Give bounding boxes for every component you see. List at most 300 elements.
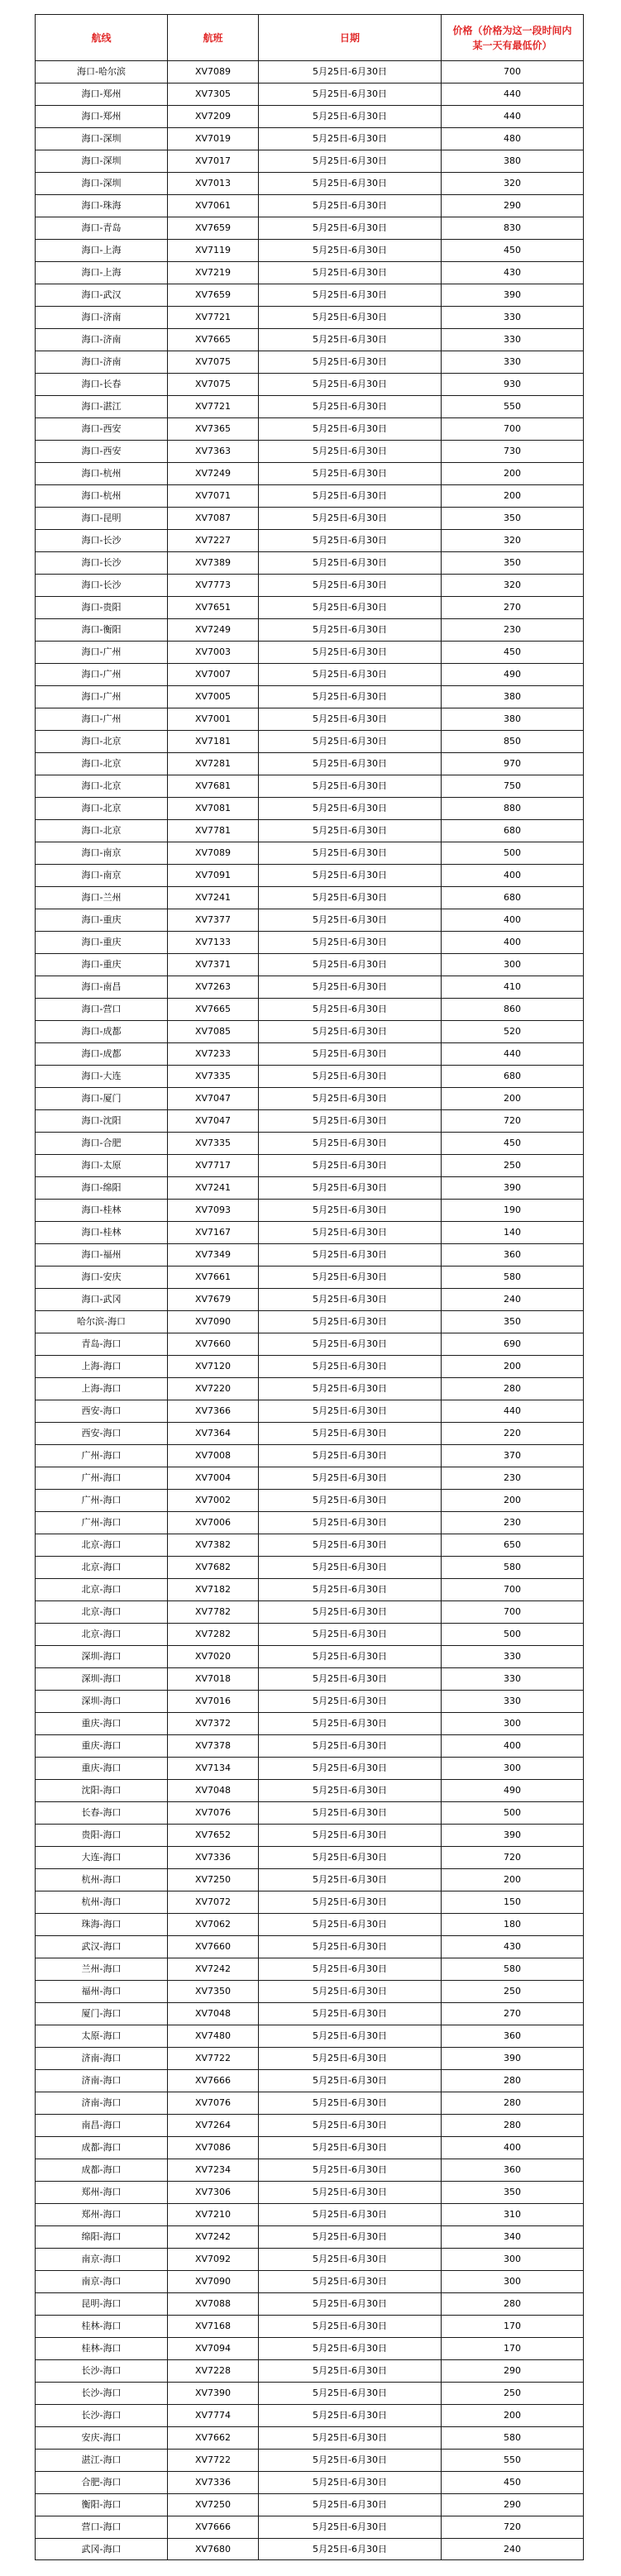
flight-cell: XV7659 <box>168 217 259 240</box>
price-cell: 680 <box>442 820 584 842</box>
table-row <box>36 485 584 508</box>
table-row <box>36 1780 584 1802</box>
flight-cell: XV7048 <box>168 2003 259 2025</box>
table-header <box>36 15 584 61</box>
price-cell: 450 <box>442 1133 584 1155</box>
table-row <box>36 999 584 1021</box>
route-cell: 绵阳-海口 <box>36 2226 168 2249</box>
route-cell: 湛江-海口 <box>36 2450 168 2472</box>
route-cell: 海口-济南 <box>36 329 168 351</box>
price-cell: 500 <box>442 842 584 865</box>
route-cell: 北京-海口 <box>36 1534 168 1557</box>
route-cell: 长沙-海口 <box>36 2405 168 2427</box>
flight-cell: XV7219 <box>168 262 259 284</box>
table-row <box>36 150 584 173</box>
date-cell: 5月25日-6月30日 <box>259 597 442 619</box>
flight-cell: XV7018 <box>168 1668 259 1691</box>
flight-cell: XV7363 <box>168 441 259 463</box>
price-cell: 440 <box>442 83 584 106</box>
table-row <box>36 1066 584 1088</box>
date-cell: 5月25日-6月30日 <box>259 2338 442 2360</box>
flight-cell: XV7020 <box>168 1646 259 1668</box>
table-row <box>36 642 584 664</box>
date-cell: 5月25日-6月30日 <box>259 2472 442 2494</box>
flight-cell: XV7085 <box>168 1021 259 1043</box>
flight-cell: XV7094 <box>168 2338 259 2360</box>
price-cell: 370 <box>442 1445 584 1467</box>
route-cell: 海口-太原 <box>36 1155 168 1177</box>
route-cell: 西安-海口 <box>36 1400 168 1423</box>
table-row <box>36 1646 584 1668</box>
price-cell: 360 <box>442 1244 584 1267</box>
price-cell: 220 <box>442 1423 584 1445</box>
flight-cell: XV7209 <box>168 106 259 128</box>
date-cell: 5月25日-6月30日 <box>259 1289 442 1311</box>
price-cell: 270 <box>442 597 584 619</box>
flight-cell: XV7773 <box>168 575 259 597</box>
price-cell: 490 <box>442 1780 584 1802</box>
route-cell: 海口-厦门 <box>36 1088 168 1110</box>
flight-cell: XV7167 <box>168 1222 259 1244</box>
date-cell: 5月25日-6月30日 <box>259 83 442 106</box>
flight-cell: XV7047 <box>168 1088 259 1110</box>
route-cell: 杭州-海口 <box>36 1869 168 1891</box>
flight-cell: XV7089 <box>168 61 259 83</box>
date-cell: 5月25日-6月30日 <box>259 2137 442 2159</box>
date-cell: 5月25日-6月30日 <box>259 865 442 887</box>
flight-cell: XV7075 <box>168 351 259 374</box>
price-cell: 140 <box>442 1222 584 1244</box>
price-cell: 700 <box>442 418 584 441</box>
table-row <box>36 418 584 441</box>
flight-cell: XV7008 <box>168 1445 259 1467</box>
date-cell: 5月25日-6月30日 <box>259 619 442 642</box>
price-cell: 830 <box>442 217 584 240</box>
price-cell: 200 <box>442 1356 584 1378</box>
price-cell: 700 <box>442 1579 584 1601</box>
table-row <box>36 2226 584 2249</box>
route-cell: 上海-海口 <box>36 1378 168 1400</box>
date-cell: 5月25日-6月30日 <box>259 2405 442 2427</box>
price-cell: 750 <box>442 775 584 798</box>
table-row <box>36 2159 584 2182</box>
route-cell: 海口-衡阳 <box>36 619 168 642</box>
route-cell: 海口-武冈 <box>36 1289 168 1311</box>
table-row <box>36 1891 584 1914</box>
price-cell: 580 <box>442 2427 584 2450</box>
price-cell: 320 <box>442 575 584 597</box>
table-row <box>36 1289 584 1311</box>
flight-cell: XV7774 <box>168 2405 259 2427</box>
date-cell: 5月25日-6月30日 <box>259 2048 442 2070</box>
table-row <box>36 1333 584 1356</box>
date-cell: 5月25日-6月30日 <box>259 396 442 418</box>
date-cell: 5月25日-6月30日 <box>259 262 442 284</box>
table-row <box>36 2383 584 2405</box>
table-row <box>36 1356 584 1378</box>
table-row <box>36 2360 584 2383</box>
price-cell: 390 <box>442 1177 584 1200</box>
table-row <box>36 1958 584 1981</box>
date-cell: 5月25日-6月30日 <box>259 1066 442 1088</box>
date-cell: 5月25日-6月30日 <box>259 1110 442 1133</box>
date-cell: 5月25日-6月30日 <box>259 1713 442 1735</box>
flight-cell: XV7181 <box>168 731 259 753</box>
flight-cell: XV7389 <box>168 552 259 575</box>
price-cell: 410 <box>442 976 584 999</box>
flight-cell: XV7662 <box>168 2427 259 2450</box>
route-cell: 广州-海口 <box>36 1445 168 1467</box>
route-cell: 海口-杭州 <box>36 463 168 485</box>
date-cell: 5月25日-6月30日 <box>259 686 442 708</box>
date-cell: 5月25日-6月30日 <box>259 798 442 820</box>
route-cell: 海口-南京 <box>36 842 168 865</box>
price-cell: 380 <box>442 708 584 731</box>
flight-cell: XV7006 <box>168 1512 259 1534</box>
table-row <box>36 976 584 999</box>
date-cell: 5月25日-6月30日 <box>259 2383 442 2405</box>
table-row <box>36 954 584 976</box>
route-cell: 海口-湛江 <box>36 396 168 418</box>
price-cell: 200 <box>442 1088 584 1110</box>
route-cell: 海口-南昌 <box>36 976 168 999</box>
flight-cell: XV7390 <box>168 2383 259 2405</box>
price-cell: 350 <box>442 1311 584 1333</box>
route-cell: 海口-北京 <box>36 798 168 820</box>
date-cell: 5月25日-6月30日 <box>259 485 442 508</box>
date-cell: 5月25日-6月30日 <box>259 820 442 842</box>
date-cell: 5月25日-6月30日 <box>259 1088 442 1110</box>
date-cell: 5月25日-6月30日 <box>259 128 442 150</box>
header-route: 航线 <box>36 15 168 61</box>
table-row <box>36 396 584 418</box>
table-row <box>36 1601 584 1624</box>
price-cell: 290 <box>442 195 584 217</box>
price-cell: 230 <box>442 1467 584 1490</box>
price-cell: 150 <box>442 1891 584 1914</box>
price-cell: 860 <box>442 999 584 1021</box>
route-cell: 珠海-海口 <box>36 1914 168 1936</box>
price-cell: 330 <box>442 1668 584 1691</box>
date-cell: 5月25日-6月30日 <box>259 2494 442 2516</box>
flight-cell: XV7372 <box>168 1713 259 1735</box>
price-cell: 280 <box>442 2070 584 2092</box>
route-cell: 海口-广州 <box>36 686 168 708</box>
route-cell: 广州-海口 <box>36 1512 168 1534</box>
flight-cell: XV7086 <box>168 2137 259 2159</box>
route-cell: 海口-沈阳 <box>36 1110 168 1133</box>
table-row <box>36 865 584 887</box>
flight-cell: XV7377 <box>168 909 259 932</box>
route-cell: 北京-海口 <box>36 1557 168 1579</box>
flight-cell: XV7305 <box>168 83 259 106</box>
date-cell: 5月25日-6月30日 <box>259 999 442 1021</box>
route-cell: 深圳-海口 <box>36 1668 168 1691</box>
route-cell: 杭州-海口 <box>36 1891 168 1914</box>
price-cell: 440 <box>442 1043 584 1066</box>
price-cell: 290 <box>442 2360 584 2383</box>
flight-cell: XV7781 <box>168 820 259 842</box>
route-cell: 北京-海口 <box>36 1579 168 1601</box>
flight-cell: XV7665 <box>168 329 259 351</box>
price-cell: 310 <box>442 2204 584 2226</box>
table-row <box>36 1758 584 1780</box>
date-cell: 5月25日-6月30日 <box>259 1646 442 1668</box>
date-cell: 5月25日-6月30日 <box>259 1490 442 1512</box>
price-cell: 340 <box>442 2226 584 2249</box>
date-cell: 5月25日-6月30日 <box>259 530 442 552</box>
flight-cell: XV7092 <box>168 2249 259 2271</box>
flight-cell: XV7250 <box>168 2494 259 2516</box>
date-cell: 5月25日-6月30日 <box>259 2316 442 2338</box>
price-cell: 250 <box>442 1981 584 2003</box>
flight-cell: XV7016 <box>168 1691 259 1713</box>
flight-cell: XV7306 <box>168 2182 259 2204</box>
price-cell: 300 <box>442 1758 584 1780</box>
date-cell: 5月25日-6月30日 <box>259 1356 442 1378</box>
route-cell: 衡阳-海口 <box>36 2494 168 2516</box>
table-row <box>36 1802 584 1825</box>
table-row <box>36 1512 584 1534</box>
table-row <box>36 1534 584 1557</box>
flight-cell: XV7182 <box>168 1579 259 1601</box>
route-cell: 成都-海口 <box>36 2159 168 2182</box>
flight-cell: XV7371 <box>168 954 259 976</box>
route-cell: 海口-长沙 <box>36 552 168 575</box>
price-cell: 300 <box>442 954 584 976</box>
price-cell: 330 <box>442 329 584 351</box>
route-cell: 沈阳-海口 <box>36 1780 168 1802</box>
date-cell: 5月25日-6月30日 <box>259 195 442 217</box>
table-row <box>36 262 584 284</box>
price-cell: 500 <box>442 1802 584 1825</box>
route-cell: 海口-营口 <box>36 999 168 1021</box>
flight-cell: XV7210 <box>168 2204 259 2226</box>
table-row <box>36 1936 584 1958</box>
date-cell: 5月25日-6月30日 <box>259 240 442 262</box>
date-cell: 5月25日-6月30日 <box>259 1758 442 1780</box>
table-row <box>36 1177 584 1200</box>
price-cell: 240 <box>442 2539 584 2560</box>
table-row <box>36 374 584 396</box>
route-cell: 西安-海口 <box>36 1423 168 1445</box>
flight-cell: XV7336 <box>168 2472 259 2494</box>
date-cell: 5月25日-6月30日 <box>259 2182 442 2204</box>
table-row <box>36 1311 584 1333</box>
price-cell: 450 <box>442 240 584 262</box>
price-cell: 850 <box>442 731 584 753</box>
route-cell: 海口-重庆 <box>36 954 168 976</box>
price-cell: 500 <box>442 1624 584 1646</box>
table-row <box>36 1624 584 1646</box>
table-row <box>36 2182 584 2204</box>
route-cell: 海口-济南 <box>36 307 168 329</box>
table-row <box>36 775 584 798</box>
flight-cell: XV7249 <box>168 619 259 642</box>
price-cell: 190 <box>442 1200 584 1222</box>
price-cell: 400 <box>442 1735 584 1758</box>
table-row <box>36 909 584 932</box>
date-cell: 5月25日-6月30日 <box>259 2070 442 2092</box>
flight-cell: XV7076 <box>168 2092 259 2115</box>
table-row <box>36 1088 584 1110</box>
route-cell: 海口-长沙 <box>36 575 168 597</box>
flight-cell: XV7234 <box>168 2159 259 2182</box>
table-row <box>36 820 584 842</box>
table-row <box>36 2092 584 2115</box>
date-cell: 5月25日-6月30日 <box>259 2249 442 2271</box>
table-row <box>36 664 584 686</box>
route-cell: 海口-北京 <box>36 731 168 753</box>
price-cell: 320 <box>442 173 584 195</box>
table-row <box>36 798 584 820</box>
table-row <box>36 887 584 909</box>
price-cell: 230 <box>442 619 584 642</box>
price-cell: 380 <box>442 686 584 708</box>
flight-cell: XV7666 <box>168 2516 259 2539</box>
route-cell: 海口-广州 <box>36 664 168 686</box>
table-row <box>36 1981 584 2003</box>
flight-cell: XV7263 <box>168 976 259 999</box>
flight-cell: XV7001 <box>168 708 259 731</box>
date-cell: 5月25日-6月30日 <box>259 1601 442 1624</box>
date-cell: 5月25日-6月30日 <box>259 508 442 530</box>
price-cell: 400 <box>442 2137 584 2159</box>
table-row <box>36 329 584 351</box>
flight-cell: XV7228 <box>168 2360 259 2383</box>
route-cell: 海口-上海 <box>36 262 168 284</box>
route-cell: 郑州-海口 <box>36 2204 168 2226</box>
route-cell: 海口-昆明 <box>36 508 168 530</box>
route-cell: 海口-合肥 <box>36 1133 168 1155</box>
price-cell: 720 <box>442 1110 584 1133</box>
date-cell: 5月25日-6月30日 <box>259 2092 442 2115</box>
date-cell: 5月25日-6月30日 <box>259 329 442 351</box>
table-row <box>36 128 584 150</box>
table-row <box>36 2271 584 2293</box>
date-cell: 5月25日-6月30日 <box>259 575 442 597</box>
flight-cell: XV7087 <box>168 508 259 530</box>
date-cell: 5月25日-6月30日 <box>259 1914 442 1936</box>
price-cell: 200 <box>442 2405 584 2427</box>
route-cell: 海口-西安 <box>36 441 168 463</box>
route-cell: 营口-海口 <box>36 2516 168 2539</box>
date-cell: 5月25日-6月30日 <box>259 1200 442 1222</box>
price-cell: 450 <box>442 2472 584 2494</box>
date-cell: 5月25日-6月30日 <box>259 2516 442 2539</box>
flight-cell: XV7075 <box>168 374 259 396</box>
date-cell: 5月25日-6月30日 <box>259 150 442 173</box>
table-row <box>36 708 584 731</box>
table-body <box>36 61 584 2560</box>
price-cell: 300 <box>442 2249 584 2271</box>
date-cell: 5月25日-6月30日 <box>259 463 442 485</box>
route-cell: 海口-深圳 <box>36 173 168 195</box>
price-cell: 250 <box>442 2383 584 2405</box>
price-cell: 490 <box>442 664 584 686</box>
flight-cell: XV7721 <box>168 307 259 329</box>
route-cell: 北京-海口 <box>36 1624 168 1646</box>
flight-cell: XV7093 <box>168 1200 259 1222</box>
price-cell: 690 <box>442 1333 584 1356</box>
table-row <box>36 1400 584 1423</box>
flight-cell: XV7089 <box>168 842 259 865</box>
flight-cell: XV7366 <box>168 1400 259 1423</box>
date-cell: 5月25日-6月30日 <box>259 1557 442 1579</box>
route-cell: 海口-贵阳 <box>36 597 168 619</box>
flight-cell: XV7717 <box>168 1155 259 1177</box>
date-cell: 5月25日-6月30日 <box>259 1311 442 1333</box>
date-cell: 5月25日-6月30日 <box>259 1936 442 1958</box>
price-cell: 400 <box>442 909 584 932</box>
table-row <box>36 575 584 597</box>
route-cell: 海口-珠海 <box>36 195 168 217</box>
date-cell: 5月25日-6月30日 <box>259 708 442 731</box>
date-cell: 5月25日-6月30日 <box>259 2025 442 2048</box>
date-cell: 5月25日-6月30日 <box>259 106 442 128</box>
price-cell: 480 <box>442 128 584 150</box>
route-cell: 成都-海口 <box>36 2137 168 2159</box>
date-cell: 5月25日-6月30日 <box>259 2226 442 2249</box>
price-cell: 280 <box>442 2092 584 2115</box>
route-cell: 海口-绵阳 <box>36 1177 168 1200</box>
date-cell: 5月25日-6月30日 <box>259 2427 442 2450</box>
table-row <box>36 1043 584 1066</box>
route-cell: 南京-海口 <box>36 2249 168 2271</box>
route-cell: 海口-安庆 <box>36 1267 168 1289</box>
table-row <box>36 1914 584 1936</box>
route-cell: 海口-郑州 <box>36 83 168 106</box>
header-date: 日期 <box>259 15 442 61</box>
table-row <box>36 2025 584 2048</box>
date-cell: 5月25日-6月30日 <box>259 1735 442 1758</box>
route-cell: 重庆-海口 <box>36 1758 168 1780</box>
flight-cell: XV7002 <box>168 1490 259 1512</box>
flight-cell: XV7081 <box>168 798 259 820</box>
route-cell: 济南-海口 <box>36 2048 168 2070</box>
fare-table <box>35 14 584 2560</box>
route-cell: 海口-西安 <box>36 418 168 441</box>
table-row <box>36 1378 584 1400</box>
flight-cell: XV7047 <box>168 1110 259 1133</box>
price-cell: 580 <box>442 1267 584 1289</box>
date-cell: 5月25日-6月30日 <box>259 932 442 954</box>
route-cell: 海口-桂林 <box>36 1222 168 1244</box>
date-cell: 5月25日-6月30日 <box>259 1802 442 1825</box>
flight-cell: XV7651 <box>168 597 259 619</box>
date-cell: 5月25日-6月30日 <box>259 1847 442 1869</box>
date-cell: 5月25日-6月30日 <box>259 887 442 909</box>
flight-cell: XV7722 <box>168 2450 259 2472</box>
flight-cell: XV7652 <box>168 1825 259 1847</box>
price-cell: 550 <box>442 396 584 418</box>
route-cell: 海口-杭州 <box>36 485 168 508</box>
date-cell: 5月25日-6月30日 <box>259 1825 442 1847</box>
price-cell: 330 <box>442 307 584 329</box>
route-cell: 海口-长沙 <box>36 530 168 552</box>
date-cell: 5月25日-6月30日 <box>259 217 442 240</box>
price-cell: 230 <box>442 1512 584 1534</box>
route-cell: 贵阳-海口 <box>36 1825 168 1847</box>
price-cell: 360 <box>442 2159 584 2182</box>
flight-cell: XV7281 <box>168 753 259 775</box>
price-cell: 400 <box>442 865 584 887</box>
date-cell: 5月25日-6月30日 <box>259 731 442 753</box>
header-flight: 航班 <box>168 15 259 61</box>
flight-cell: XV7681 <box>168 775 259 798</box>
price-cell: 170 <box>442 2338 584 2360</box>
flight-cell: XV7666 <box>168 2070 259 2092</box>
